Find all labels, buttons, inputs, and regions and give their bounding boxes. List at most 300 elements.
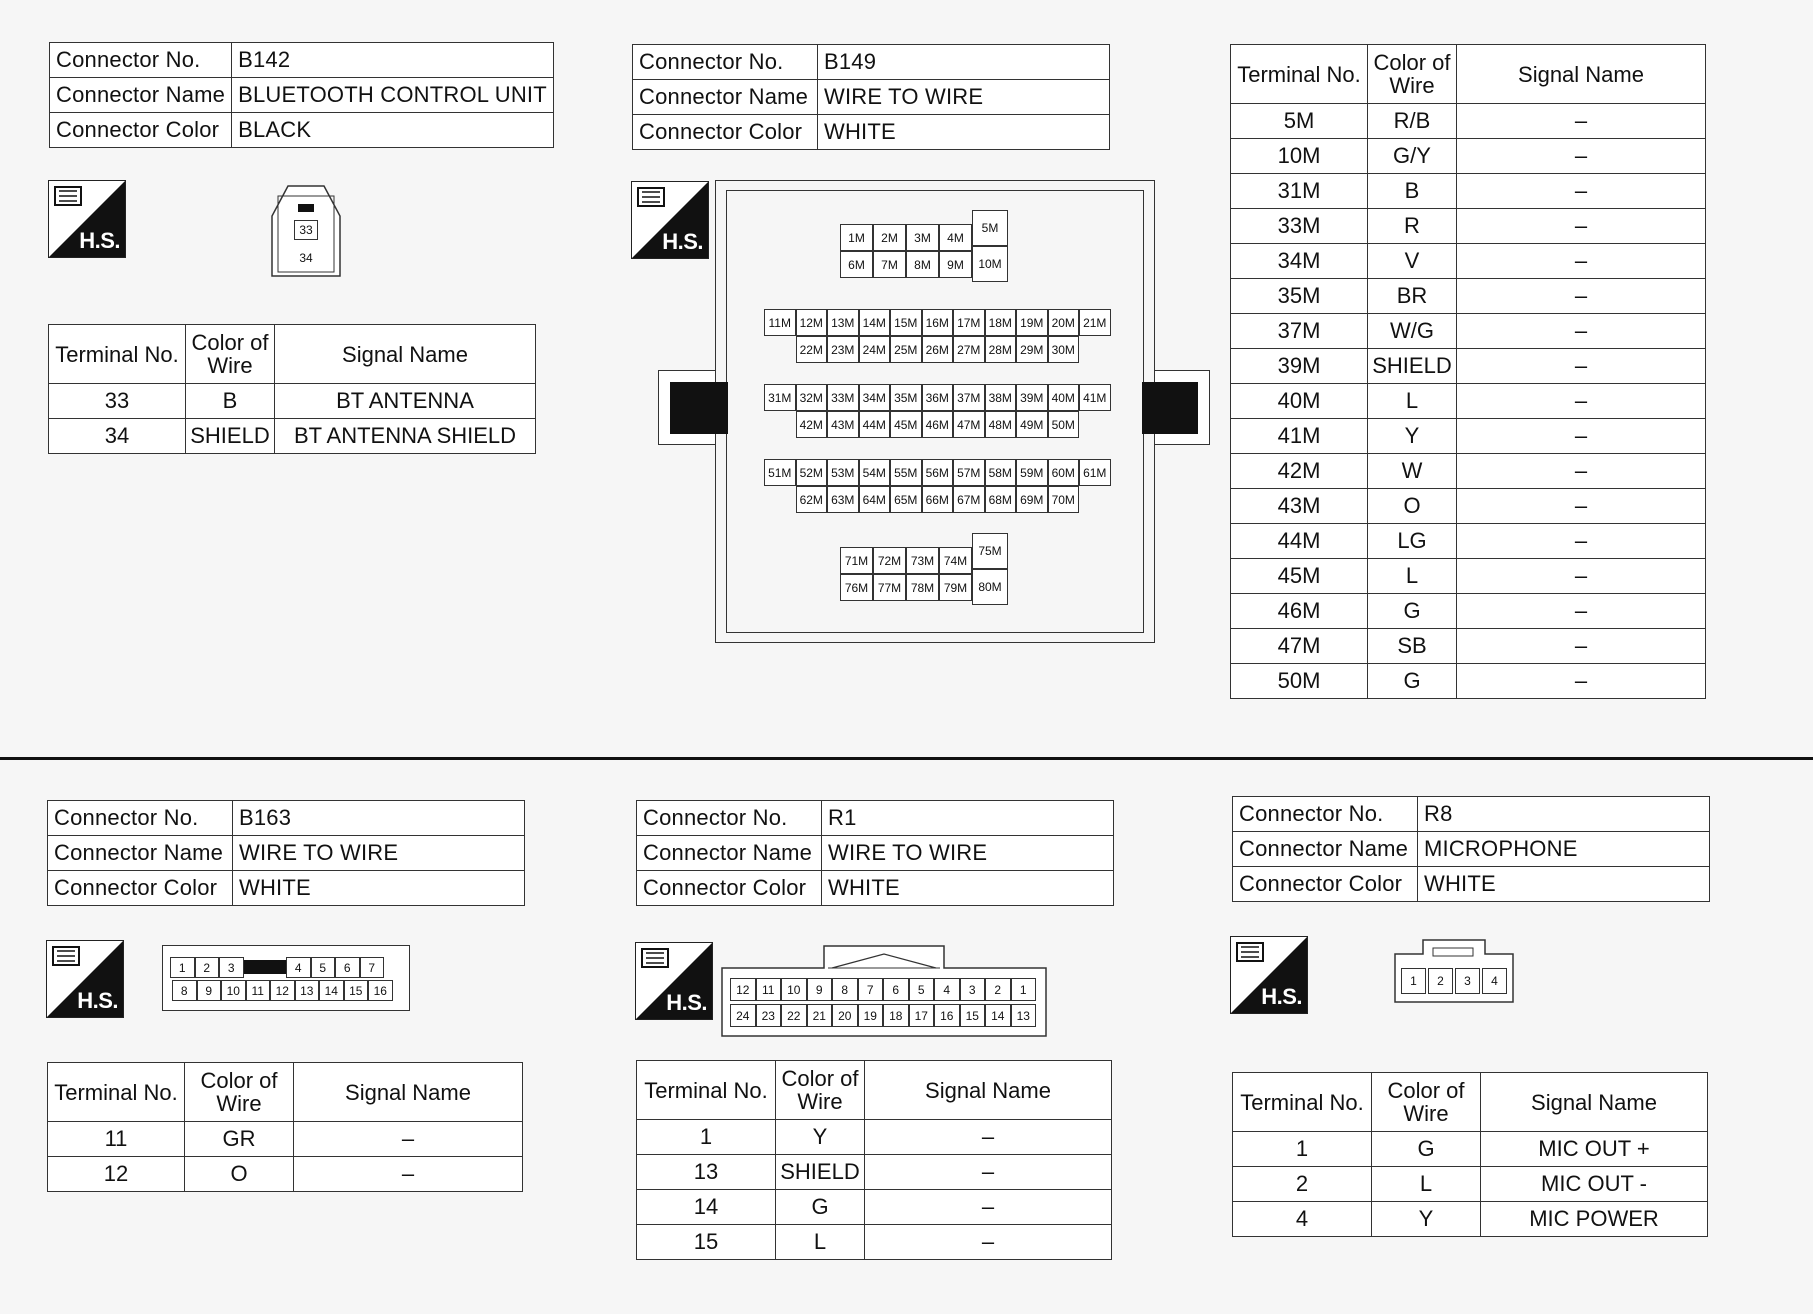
signal-cell: –: [865, 1155, 1112, 1190]
terminal-cell: 39M: [1231, 349, 1368, 384]
signal-cell: –: [1457, 454, 1706, 489]
terminal-pin: 22M: [796, 336, 828, 363]
terminal-pin: 14: [319, 980, 344, 1001]
header-key: Connector No.: [637, 801, 822, 836]
signal-cell: –: [294, 1122, 523, 1157]
header-key: Connector Name: [633, 80, 818, 115]
header-table-r1: [636, 800, 1114, 906]
terminal-pin: 33: [294, 220, 318, 240]
terminal-pin: 9: [807, 978, 833, 1001]
table-row: [49, 419, 536, 454]
header-key: Connector No.: [633, 45, 818, 80]
terminal-pin: 8: [832, 978, 858, 1001]
col-terminal-header: Terminal No.: [637, 1061, 776, 1120]
terminal-pin: 2: [985, 978, 1011, 1001]
terminal-table-b142: [48, 324, 536, 454]
col-color-header: Color of Wire: [186, 325, 275, 384]
col-color-header: Color of Wire: [1372, 1073, 1481, 1132]
terminal-pin: 28M: [985, 336, 1017, 363]
terminal-pin: 17M: [953, 309, 985, 336]
terminal-pin: 5M: [972, 210, 1008, 246]
table-row: [1231, 454, 1706, 489]
hs-label: H.S.: [666, 990, 707, 1015]
signal-cell: –: [1457, 629, 1706, 664]
terminal-pin: 19M: [1016, 309, 1048, 336]
terminal-pin: 4: [934, 978, 960, 1001]
terminal-pin: 4: [1482, 968, 1507, 994]
table-row: [1231, 524, 1706, 559]
terminal-pin: 11: [246, 980, 271, 1001]
hs-label: H.S.: [1261, 984, 1302, 1009]
table-row: [1231, 314, 1706, 349]
terminal-pin: 40M: [1048, 384, 1080, 411]
terminal-table-b149: [1230, 44, 1706, 699]
terminal-pin: 54M: [859, 459, 891, 486]
terminal-pin: 4M: [939, 224, 972, 251]
signal-cell: –: [1457, 139, 1706, 174]
hs-label: H.S.: [79, 228, 120, 253]
terminal-pin: 5: [311, 957, 336, 978]
terminal-pin: 3M: [906, 224, 939, 251]
terminal-table-r8: [1232, 1072, 1708, 1237]
table-row: [637, 1120, 1112, 1155]
terminal-pin: 75M: [972, 533, 1008, 569]
terminal-pin: 49M: [1016, 411, 1048, 438]
header-key: Connector No.: [50, 43, 232, 78]
signal-cell: –: [1457, 279, 1706, 314]
table-row: [1231, 664, 1706, 699]
terminal-pin: 10: [781, 978, 807, 1001]
color-cell: G/Y: [1368, 139, 1457, 174]
terminal-pin: 27M: [953, 336, 985, 363]
table-row: [1231, 209, 1706, 244]
terminal-pin: 1M: [840, 224, 873, 251]
hs-label: H.S.: [77, 988, 118, 1013]
terminal-pin: 34: [299, 251, 313, 265]
terminal-pin: 44M: [859, 411, 891, 438]
terminal-cell: 10M: [1231, 139, 1368, 174]
header-table-b149: [632, 44, 1110, 150]
terminal-pin: 30M: [1048, 336, 1080, 363]
terminal-pin: 13: [295, 980, 320, 1001]
terminal-pin: 39M: [1016, 384, 1048, 411]
terminal-pin: 53M: [827, 459, 859, 486]
terminal-pin: 15: [344, 980, 369, 1001]
terminal-pin: 60M: [1048, 459, 1080, 486]
signal-cell: –: [1457, 244, 1706, 279]
terminal-cell: 41M: [1231, 419, 1368, 454]
terminal-pin: 11: [756, 978, 782, 1001]
terminal-pin: 71M: [840, 547, 873, 574]
signal-cell: –: [1457, 594, 1706, 629]
table-row: [1231, 279, 1706, 314]
table-row: [1231, 244, 1706, 279]
color-cell: SHIELD: [186, 419, 275, 454]
header-value: WHITE: [233, 871, 525, 906]
connector-housing: [162, 945, 410, 1011]
signal-cell: –: [1457, 664, 1706, 699]
col-terminal-header: Terminal No.: [49, 325, 186, 384]
header-value: R8: [1418, 797, 1710, 832]
terminal-pin: 16: [934, 1004, 960, 1027]
header-key: Connector Color: [633, 115, 818, 150]
header-value: WIRE TO WIRE: [818, 80, 1110, 115]
terminal-pin: 26M: [922, 336, 954, 363]
terminal-pin: 38M: [985, 384, 1017, 411]
terminal-pin: 68M: [985, 486, 1017, 513]
terminal-pin: 74M: [939, 547, 972, 574]
terminal-pin: 3: [960, 978, 986, 1001]
color-cell: G: [1372, 1132, 1481, 1167]
terminal-pin: 16: [368, 980, 393, 1001]
color-cell: W/G: [1368, 314, 1457, 349]
hs-badge-icon: [635, 942, 713, 1020]
header-table-b142: [49, 42, 554, 148]
terminal-cell: 40M: [1231, 384, 1368, 419]
terminal-pin: 6: [335, 957, 360, 978]
color-cell: Y: [776, 1120, 865, 1155]
signal-cell: –: [1457, 419, 1706, 454]
terminal-pin: 24: [730, 1004, 756, 1027]
terminal-pin: 76M: [840, 574, 873, 601]
terminal-cell: 5M: [1231, 104, 1368, 139]
header-key: Connector Name: [48, 836, 233, 871]
header-key: Connector Color: [637, 871, 822, 906]
terminal-pin: 36M: [922, 384, 954, 411]
color-cell: R: [1368, 209, 1457, 244]
terminal-cell: 44M: [1231, 524, 1368, 559]
col-color-header: Color of Wire: [185, 1063, 294, 1122]
table-row: [1231, 489, 1706, 524]
table-row: [637, 1155, 1112, 1190]
terminal-pin: 69M: [1016, 486, 1048, 513]
terminal-cell: 34: [49, 419, 186, 454]
terminal-pin: 78M: [906, 574, 939, 601]
terminal-pin: 10M: [972, 246, 1008, 282]
terminal-pin: 46M: [922, 411, 954, 438]
signal-cell: –: [1457, 209, 1706, 244]
terminal-pin: 45M: [890, 411, 922, 438]
terminal-cell: 50M: [1231, 664, 1368, 699]
terminal-cell: 46M: [1231, 594, 1368, 629]
signal-cell: MIC POWER: [1481, 1202, 1708, 1237]
col-signal-header: Signal Name: [294, 1063, 523, 1122]
terminal-pin: 37M: [953, 384, 985, 411]
header-table-b163: [47, 800, 525, 906]
header-key: Connector Color: [1233, 867, 1418, 902]
terminal-cell: 15: [637, 1225, 776, 1260]
terminal-pin: 8: [172, 980, 197, 1001]
color-cell: W: [1368, 454, 1457, 489]
terminal-cell: 35M: [1231, 279, 1368, 314]
header-table-r8: [1232, 796, 1710, 902]
terminal-cell: 1: [1233, 1132, 1372, 1167]
terminal-pin: 25M: [890, 336, 922, 363]
color-cell: L: [776, 1225, 865, 1260]
table-row: [1231, 594, 1706, 629]
terminal-table-r1: [636, 1060, 1112, 1260]
terminal-pin: 56M: [922, 459, 954, 486]
signal-cell: –: [1457, 384, 1706, 419]
signal-cell: –: [1457, 559, 1706, 594]
col-terminal-header: Terminal No.: [48, 1063, 185, 1122]
terminal-pin: 48M: [985, 411, 1017, 438]
terminal-pin: 79M: [939, 574, 972, 601]
col-color-header: Color of Wire: [776, 1061, 865, 1120]
table-row: [1233, 1167, 1708, 1202]
terminal-pin: 35M: [890, 384, 922, 411]
terminal-pin: 41M: [1079, 384, 1111, 411]
header-key: Connector Name: [1233, 832, 1418, 867]
terminal-pin: 23: [756, 1004, 782, 1027]
terminal-pin: 14: [985, 1004, 1011, 1027]
terminal-pin: 6M: [840, 251, 873, 278]
col-terminal-header: Terminal No.: [1231, 45, 1368, 104]
terminal-table-b163: [47, 1062, 523, 1192]
terminal-pin: 32M: [796, 384, 828, 411]
terminal-cell: 1: [637, 1120, 776, 1155]
color-cell: Y: [1368, 419, 1457, 454]
signal-cell: –: [865, 1225, 1112, 1260]
terminal-pin: 77M: [873, 574, 906, 601]
table-row: [49, 384, 536, 419]
color-cell: SB: [1368, 629, 1457, 664]
terminal-pin: 24M: [859, 336, 891, 363]
terminal-pin: 12M: [796, 309, 828, 336]
terminal-pin: 1: [1401, 968, 1426, 994]
terminal-cell: 43M: [1231, 489, 1368, 524]
terminal-pin: 2: [1428, 968, 1453, 994]
terminal-pin: 15: [960, 1004, 986, 1027]
terminal-pin: 1: [1011, 978, 1037, 1001]
color-cell: LG: [1368, 524, 1457, 559]
terminal-pin: 29M: [1016, 336, 1048, 363]
header-value: BLUETOOTH CONTROL UNIT: [232, 78, 554, 113]
color-cell: O: [185, 1157, 294, 1192]
terminal-pin: 15M: [890, 309, 922, 336]
terminal-pin: 12: [270, 980, 295, 1001]
terminal-pin: 67M: [953, 486, 985, 513]
table-row: [1231, 384, 1706, 419]
table-row: [1231, 104, 1706, 139]
terminal-cell: 31M: [1231, 174, 1368, 209]
hs-badge-icon: [46, 940, 124, 1018]
table-row: [637, 1190, 1112, 1225]
terminal-pin: 16M: [922, 309, 954, 336]
terminal-pin: 12: [730, 978, 756, 1001]
terminal-cell: 33: [49, 384, 186, 419]
terminal-pin: 9: [197, 980, 222, 1001]
terminal-cell: 42M: [1231, 454, 1368, 489]
table-row: [1231, 139, 1706, 174]
header-key: Connector Color: [48, 871, 233, 906]
color-cell: Y: [1372, 1202, 1481, 1237]
header-key: Connector Name: [637, 836, 822, 871]
terminal-pin: 5: [909, 978, 935, 1001]
terminal-pin: 1: [170, 957, 195, 978]
terminal-pin: 57M: [953, 459, 985, 486]
signal-cell: –: [1457, 349, 1706, 384]
terminal-pin: 33M: [827, 384, 859, 411]
table-row: [1231, 559, 1706, 594]
color-cell: R/B: [1368, 104, 1457, 139]
table-row: [1231, 349, 1706, 384]
terminal-pin: 2M: [873, 224, 906, 251]
hs-badge-icon: [48, 180, 126, 258]
terminal-cell: 4: [1233, 1202, 1372, 1237]
terminal-pin: 52M: [796, 459, 828, 486]
header-key: Connector No.: [1233, 797, 1418, 832]
color-cell: G: [776, 1190, 865, 1225]
hs-badge-icon: [1230, 936, 1308, 1014]
header-value: WIRE TO WIRE: [822, 836, 1114, 871]
signal-cell: BT ANTENNA SHIELD: [275, 419, 536, 454]
terminal-pin: 11M: [764, 309, 796, 336]
terminal-pin: 2: [195, 957, 220, 978]
color-cell: GR: [185, 1122, 294, 1157]
terminal-pin: 19: [858, 1004, 884, 1027]
terminal-cell: 37M: [1231, 314, 1368, 349]
color-cell: L: [1372, 1167, 1481, 1202]
color-cell: SHIELD: [776, 1155, 865, 1190]
terminal-pin: 20M: [1048, 309, 1080, 336]
color-cell: B: [186, 384, 275, 419]
signal-cell: MIC OUT -: [1481, 1167, 1708, 1202]
terminal-cell: 33M: [1231, 209, 1368, 244]
header-value: R1: [822, 801, 1114, 836]
color-cell: SHIELD: [1368, 349, 1457, 384]
table-row: [1231, 174, 1706, 209]
terminal-pin: 13M: [827, 309, 859, 336]
header-value: B163: [233, 801, 525, 836]
header-value: B149: [818, 45, 1110, 80]
terminal-pin: 23M: [827, 336, 859, 363]
color-cell: L: [1368, 384, 1457, 419]
header-value: WHITE: [1418, 867, 1710, 902]
terminal-pin: 80M: [972, 569, 1008, 605]
signal-cell: BT ANTENNA: [275, 384, 536, 419]
terminal-pin: 34M: [859, 384, 891, 411]
terminal-pin: 20: [832, 1004, 858, 1027]
signal-cell: –: [1457, 174, 1706, 209]
col-terminal-header: Terminal No.: [1233, 1073, 1372, 1132]
terminal-cell: 45M: [1231, 559, 1368, 594]
terminal-pin: 47M: [953, 411, 985, 438]
terminal-cell: 34M: [1231, 244, 1368, 279]
terminal-pin: 22: [781, 1004, 807, 1027]
terminal-pin: 43M: [827, 411, 859, 438]
header-value: B142: [232, 43, 554, 78]
col-signal-header: Signal Name: [1457, 45, 1706, 104]
terminal-pin: 3: [1455, 968, 1480, 994]
terminal-pin: 62M: [796, 486, 828, 513]
signal-cell: –: [1457, 104, 1706, 139]
terminal-pin: 9M: [939, 251, 972, 278]
side-latch-right-fill: [1142, 382, 1198, 434]
color-cell: G: [1368, 594, 1457, 629]
terminal-pin: 64M: [859, 486, 891, 513]
signal-cell: –: [1457, 489, 1706, 524]
terminal-cell: 47M: [1231, 629, 1368, 664]
hs-label: H.S.: [662, 229, 703, 254]
header-value: WHITE: [822, 871, 1114, 906]
col-signal-header: Signal Name: [865, 1061, 1112, 1120]
signal-cell: –: [1457, 314, 1706, 349]
header-key: Connector Color: [50, 113, 232, 148]
header-key: Connector Name: [50, 78, 232, 113]
col-signal-header: Signal Name: [1481, 1073, 1708, 1132]
terminal-pin: 18: [883, 1004, 909, 1027]
table-row: [48, 1122, 523, 1157]
header-value: WHITE: [818, 115, 1110, 150]
color-cell: O: [1368, 489, 1457, 524]
terminal-cell: 14: [637, 1190, 776, 1225]
terminal-pin: 13: [1011, 1004, 1037, 1027]
terminal-pin: 14M: [859, 309, 891, 336]
color-cell: V: [1368, 244, 1457, 279]
header-key: Connector No.: [48, 801, 233, 836]
terminal-pin: 51M: [764, 459, 796, 486]
table-row: [1231, 419, 1706, 454]
signal-cell: MIC OUT +: [1481, 1132, 1708, 1167]
terminal-pin: 3: [219, 957, 244, 978]
terminal-pin: 65M: [890, 486, 922, 513]
color-cell: G: [1368, 664, 1457, 699]
signal-cell: –: [865, 1120, 1112, 1155]
terminal-cell: 13: [637, 1155, 776, 1190]
signal-cell: –: [865, 1190, 1112, 1225]
terminal-pin: 8M: [906, 251, 939, 278]
terminal-pin: 31M: [764, 384, 796, 411]
header-value: WIRE TO WIRE: [233, 836, 525, 871]
terminal-pin: 4: [286, 957, 311, 978]
terminal-pin: 7M: [873, 251, 906, 278]
terminal-cell: 2: [1233, 1167, 1372, 1202]
side-latch-left-fill: [670, 382, 728, 434]
terminal-pin: 7: [858, 978, 884, 1001]
color-cell: BR: [1368, 279, 1457, 314]
terminal-pin: [244, 960, 286, 974]
terminal-pin: 50M: [1048, 411, 1080, 438]
terminal-cell: 11: [48, 1122, 185, 1157]
terminal-pin: 21M: [1079, 309, 1111, 336]
terminal-pin: 58M: [985, 459, 1017, 486]
table-row: [1231, 629, 1706, 664]
header-value: MICROPHONE: [1418, 832, 1710, 867]
signal-cell: –: [1457, 524, 1706, 559]
col-signal-header: Signal Name: [275, 325, 536, 384]
terminal-pin: 21: [807, 1004, 833, 1027]
table-row: [48, 1157, 523, 1192]
terminal-pin: 63M: [827, 486, 859, 513]
terminal-pin: 72M: [873, 547, 906, 574]
terminal-pin: 55M: [890, 459, 922, 486]
section-divider: [0, 757, 1813, 760]
terminal-pin: 66M: [922, 486, 954, 513]
terminal-pin: 70M: [1048, 486, 1080, 513]
signal-cell: –: [294, 1157, 523, 1192]
terminal-pin: 18M: [985, 309, 1017, 336]
terminal-pin: 73M: [906, 547, 939, 574]
terminal-pin: 17: [909, 1004, 935, 1027]
color-cell: B: [1368, 174, 1457, 209]
hs-badge-icon: [631, 181, 709, 259]
terminal-cell: 12: [48, 1157, 185, 1192]
terminal-pin: 61M: [1079, 459, 1111, 486]
terminal-pin: 42M: [796, 411, 828, 438]
terminal-pin: 59M: [1016, 459, 1048, 486]
col-color-header: Color of Wire: [1368, 45, 1457, 104]
